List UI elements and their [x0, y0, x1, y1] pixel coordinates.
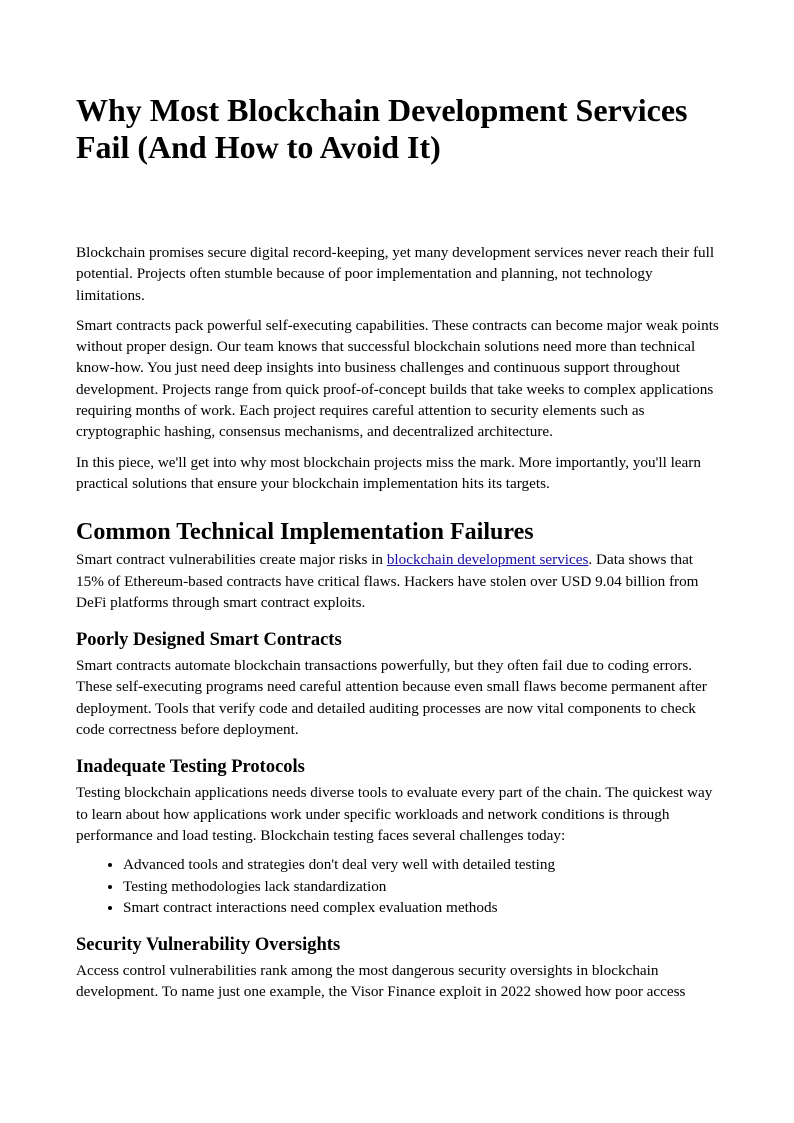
subheading-security-oversights: Security Vulnerability Oversights [76, 935, 341, 956]
blockchain-services-link[interactable]: blockchain development services [386, 551, 589, 569]
intro-paragraph-2: Smart contracts pack powerful self-executing capabilities. These contracts can become major weak points without proper design. Our team knows that successful blockchain solutions need more than technical know-how. You just need deep insights into business challenges and continuous support throughout development. Projects range from quick proof-of-concept builds that take weeks to complex applications requiring months of work. Each project requires careful attention to security elements such as cryptographic hashing, consensus mechanisms, and decentralized architecture. [76, 316, 719, 441]
list-item: • Smart contract interactions need complex evaluation methods [123, 897, 724, 918]
section-intro-paragraph [76, 549, 724, 613]
article-title: Why Most Blockchain Development Services Fail (And How to Avoid It) [76, 92, 688, 165]
document-page [76, 92, 724, 1012]
section-heading-technical-failures: Common Technical Implementation Failures [76, 519, 534, 546]
testing-paragraph: Testing blockchain applications needs diverse tools to evaluate every part of the chain. The quickest way to learn about how applications work under specific workloads and network conditions is through performance and load testing. Blockchain testing faces several challenges today: [76, 784, 713, 844]
section-intro-text-start: Smart contract vulnerabilities create major risks in [76, 551, 387, 569]
list-item: • Testing methodologies lack standardization [123, 876, 724, 897]
subheading-testing-protocols: Inadequate Testing Protocols [76, 757, 305, 778]
testing-challenges-list [76, 854, 724, 918]
list-item: • Advanced tools and strategies don't deal very well with detailed testing [123, 854, 724, 875]
smart-contracts-paragraph: Smart contracts automate blockchain transactions powerfully, but they often fail due to coding errors. These self-executing programs need careful attention because even small flaws become permanent after deployment. Tools that verify code and detailed auditing processes are now vital components to check code correctness before deployment. [76, 657, 707, 739]
subheading-smart-contracts: Poorly Designed Smart Contracts [76, 630, 342, 651]
intro-paragraph-3: In this piece, we'll get into why most blockchain projects miss the mark. More importantly, you'll learn practical solutions that ensure your blockchain implementation hits its targets. [76, 453, 701, 492]
security-paragraph: Access control vulnerabilities rank among the most dangerous security oversights in blockchain development. To name just one example, the Visor Finance exploit in 2022 showed how poor access [76, 962, 686, 1001]
intro-paragraph-1: Blockchain promises secure digital record-keeping, yet many development services never reach their full potential. Projects often stumble because of poor implementation and planning, not technology limitations. [76, 244, 715, 304]
section-intro-text-end: . Data shows that 15% of Ethereum-based contracts have critical flaws. Hackers have stolen over USD 9.04 billion from DeFi platforms through smart contract exploits. [76, 551, 699, 611]
